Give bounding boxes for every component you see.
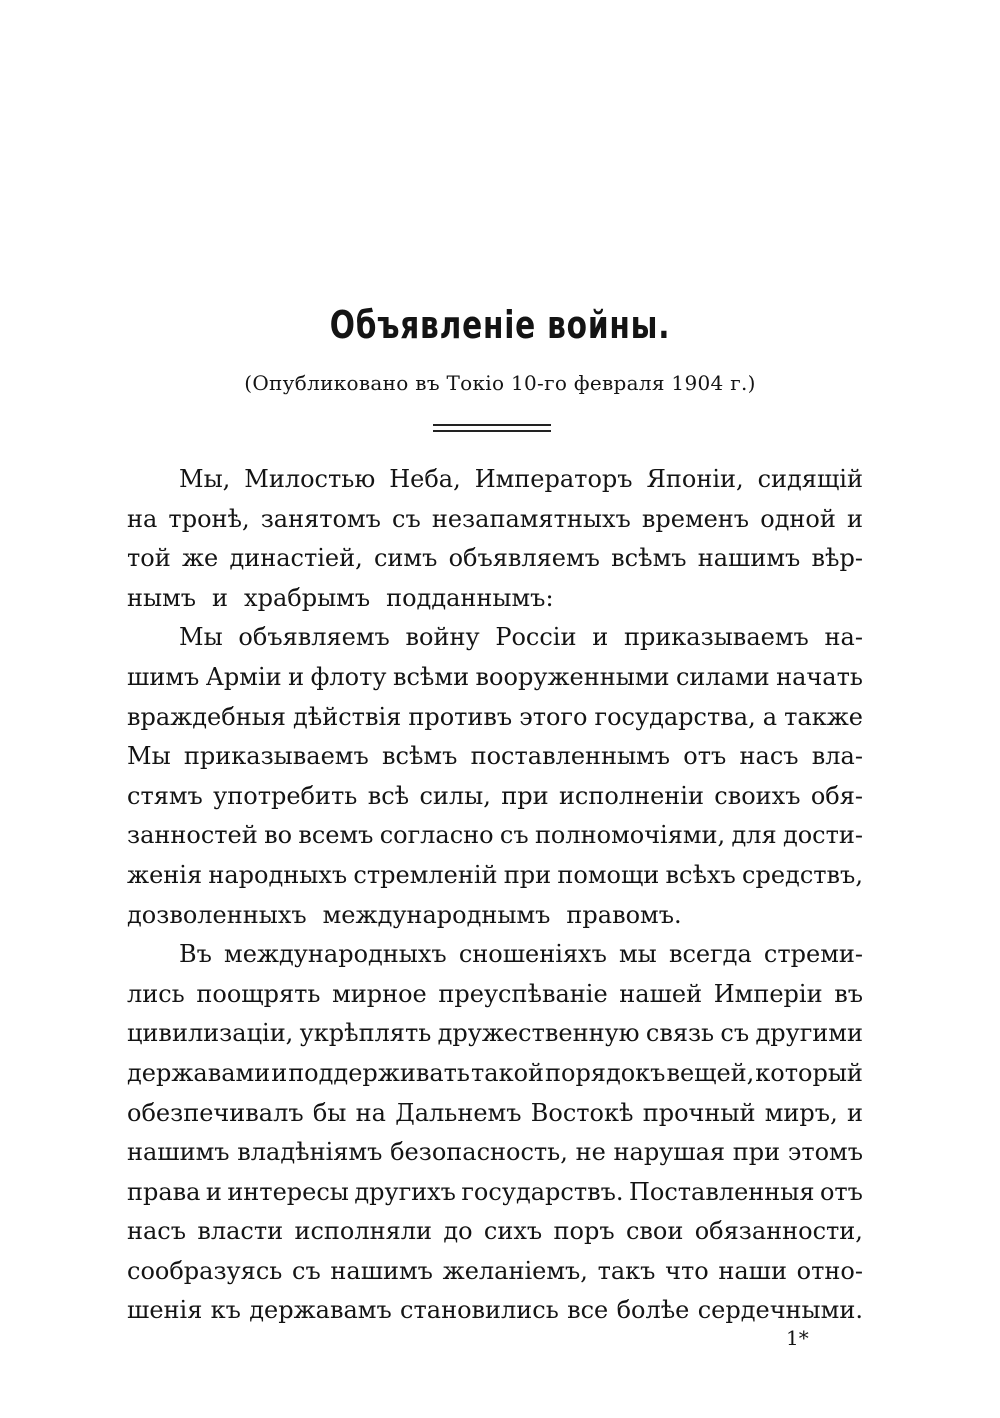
word: отъ: [683, 742, 727, 771]
word: незапамятныхъ: [431, 504, 631, 533]
text-line: [127, 500, 863, 540]
word: а: [762, 702, 778, 731]
word: Въ: [179, 940, 212, 969]
word: вещей,: [666, 1058, 755, 1087]
word: Неба,: [389, 465, 461, 493]
word: и: [271, 1058, 288, 1087]
text-line: [127, 816, 863, 856]
word: женія: [127, 860, 203, 889]
word: владѣніямъ: [237, 1138, 383, 1167]
word: той: [127, 544, 171, 573]
word: помощи: [557, 860, 660, 889]
word: сношеніяхъ: [458, 940, 607, 969]
word: силами: [675, 662, 770, 691]
word: на: [355, 1098, 386, 1127]
word: же: [181, 544, 219, 573]
word: съ: [499, 821, 529, 850]
word: дѣйствія: [292, 702, 402, 731]
word: стремленій: [353, 860, 498, 889]
word: сихъ: [483, 1217, 543, 1246]
word: все: [567, 1296, 609, 1325]
word: всѣмъ: [611, 544, 687, 573]
word: поощрять: [196, 979, 321, 1008]
word: обезпечивалъ: [127, 1098, 304, 1127]
word: другими: [755, 1019, 863, 1048]
word: нашимъ: [127, 1138, 230, 1167]
word: сидящій: [757, 465, 863, 493]
word: на: [127, 504, 158, 533]
text-line: [127, 698, 863, 738]
word: который: [755, 1058, 863, 1087]
word: своихъ: [714, 781, 801, 810]
word: также: [784, 702, 863, 731]
word: Императоръ: [474, 465, 633, 493]
paragraph: [127, 935, 863, 1331]
word: связь: [645, 1019, 715, 1048]
word: отно-: [796, 1256, 863, 1285]
word: поставленнымъ: [470, 742, 671, 771]
word: и: [846, 504, 863, 533]
word: желаніемъ,: [442, 1256, 588, 1285]
word: при: [501, 781, 549, 810]
word: одной: [760, 504, 836, 533]
word: порядокъ: [545, 1058, 666, 1087]
word: нарушая: [613, 1138, 726, 1167]
word: международныхъ: [224, 940, 447, 969]
word: при: [732, 1138, 781, 1167]
word: что: [665, 1256, 709, 1285]
word: до: [443, 1217, 473, 1246]
word: всѣми: [392, 662, 470, 691]
word: лись: [127, 979, 185, 1008]
word: державами: [127, 1058, 271, 1087]
word: съ: [292, 1256, 321, 1285]
word: симъ: [373, 544, 438, 573]
word: при: [503, 860, 552, 889]
word: мы: [619, 940, 657, 969]
word: нашей: [619, 979, 703, 1008]
text-line: [127, 1014, 863, 1054]
text-line: [127, 777, 863, 817]
word: приказываемъ: [623, 623, 809, 652]
word: этого: [519, 702, 588, 731]
word: флоту: [310, 662, 387, 691]
word: враждебныя: [127, 702, 286, 731]
word: дружественную: [437, 1019, 640, 1048]
word: объявляемъ: [238, 623, 390, 652]
word: наши: [718, 1256, 787, 1285]
double-rule-divider: [433, 424, 551, 432]
word: войну: [405, 623, 480, 652]
word: Арміи: [205, 662, 282, 691]
text-line: [127, 975, 863, 1015]
paragraph: [127, 460, 863, 618]
text-line: [127, 1054, 863, 1094]
word: Мы: [179, 623, 223, 652]
word: международнымъ: [322, 900, 551, 929]
word: государствъ.: [461, 1177, 624, 1206]
word: насъ: [739, 742, 799, 771]
word: такой: [470, 1058, 545, 1087]
word: для: [731, 821, 777, 850]
page-title: Объявленіе войны.: [329, 303, 671, 347]
word: власти: [197, 1217, 284, 1246]
word: согласно: [379, 821, 494, 850]
word: употребить: [213, 781, 358, 810]
text-line: [127, 1212, 863, 1252]
text-line: [127, 460, 863, 500]
word: всемъ: [298, 821, 374, 850]
word: обя-: [810, 781, 863, 810]
word: занятомъ: [260, 504, 381, 533]
word: Имперіи: [713, 979, 823, 1008]
word: цивилизаціи,: [127, 1019, 294, 1048]
word: во: [264, 821, 293, 850]
word: Мы,: [179, 465, 231, 493]
word: исполненіи: [558, 781, 704, 810]
word: этомъ: [787, 1138, 863, 1167]
word: преуспѣваніе: [438, 979, 608, 1008]
publication-note: (Опубликовано въ Токіо 10-го февраля 1904 г.): [244, 371, 756, 395]
word: Дальнемъ: [395, 1098, 522, 1127]
text-line: [127, 658, 863, 698]
word: вооруженными: [475, 662, 670, 691]
word: исполняли: [294, 1217, 432, 1246]
word: стямъ: [127, 781, 203, 810]
word: и: [846, 1098, 863, 1127]
word: тронѣ,: [168, 504, 250, 533]
word: и: [592, 623, 609, 652]
word: подданнымъ:: [386, 583, 554, 612]
word: и: [205, 1177, 222, 1206]
word: и: [288, 662, 305, 691]
word: такъ: [597, 1256, 656, 1285]
word: мирное: [332, 979, 427, 1008]
text-line: [127, 737, 863, 777]
word: Поставленныя: [628, 1177, 815, 1206]
word: Японіи,: [646, 465, 744, 493]
word: поддерживать: [288, 1058, 470, 1087]
word: нашимъ: [697, 544, 801, 573]
word: начать: [776, 662, 863, 691]
word: насъ: [127, 1217, 187, 1246]
word: укрѣплять: [299, 1019, 432, 1048]
body-text: [127, 460, 863, 1331]
word: полномочіями,: [534, 821, 726, 850]
word: всѣхъ: [665, 860, 736, 889]
text-line: [127, 539, 863, 579]
word: обязанности,: [694, 1217, 863, 1246]
word: всѣ: [367, 781, 410, 810]
word: сообразуясь: [127, 1256, 283, 1285]
word: на-: [824, 623, 863, 652]
word: стреми-: [763, 940, 863, 969]
word: всегда: [668, 940, 752, 969]
text-line: [127, 1133, 863, 1173]
word: не: [575, 1138, 606, 1167]
word: сердечными.: [697, 1296, 863, 1325]
word: права: [127, 1177, 201, 1206]
word: силы,: [419, 781, 491, 810]
text-line: [127, 1252, 863, 1292]
word: въ: [834, 979, 863, 1008]
text-line: [127, 579, 863, 619]
word: Мы: [127, 742, 171, 771]
word: Россіи: [495, 623, 577, 652]
word: вла-: [811, 742, 863, 771]
word: шимъ: [127, 662, 200, 691]
word: Милостью: [244, 465, 376, 493]
word: державамъ: [249, 1296, 392, 1325]
word: занностей: [127, 821, 258, 850]
word: болѣе: [616, 1296, 690, 1325]
word: съ: [392, 504, 421, 533]
word: средствъ,: [742, 860, 863, 889]
word: нашимъ: [330, 1256, 433, 1285]
text-line: [127, 1173, 863, 1213]
word: вѣр-: [811, 544, 863, 573]
word: Востокѣ: [530, 1098, 634, 1127]
text-line: [127, 1094, 863, 1134]
word: съ: [720, 1019, 750, 1048]
text-line: [127, 856, 863, 896]
word: дозволенныхъ: [127, 900, 307, 929]
word: правомъ.: [566, 900, 682, 929]
word: безопасность,: [390, 1138, 568, 1167]
word: другихъ: [354, 1177, 456, 1206]
word: свои: [625, 1217, 684, 1246]
word: къ: [210, 1296, 241, 1325]
word: прочный: [642, 1098, 756, 1127]
word: государства,: [594, 702, 756, 731]
page-number: 1*: [786, 1326, 809, 1350]
word: и: [212, 583, 229, 612]
word: нымъ: [127, 583, 197, 612]
word: приказываемъ: [183, 742, 369, 771]
word: противъ: [408, 702, 513, 731]
text-line: [127, 618, 863, 658]
text-line: [127, 1291, 863, 1331]
paragraph: [127, 618, 863, 935]
word: поръ: [553, 1217, 615, 1246]
word: интересы: [227, 1177, 349, 1206]
word: храбрымъ: [244, 583, 371, 612]
word: бы: [312, 1098, 347, 1127]
word: миръ,: [764, 1098, 838, 1127]
word: шенія: [127, 1296, 203, 1325]
word: всѣмъ: [381, 742, 458, 771]
word: отъ: [819, 1177, 863, 1206]
word: временъ: [641, 504, 750, 533]
word: дости-: [782, 821, 863, 850]
text-line: [127, 896, 863, 936]
word: становились: [400, 1296, 559, 1325]
word: династіей,: [229, 544, 363, 573]
text-line: [127, 935, 863, 975]
word: объявляемъ: [448, 544, 600, 573]
word: народныхъ: [208, 860, 348, 889]
